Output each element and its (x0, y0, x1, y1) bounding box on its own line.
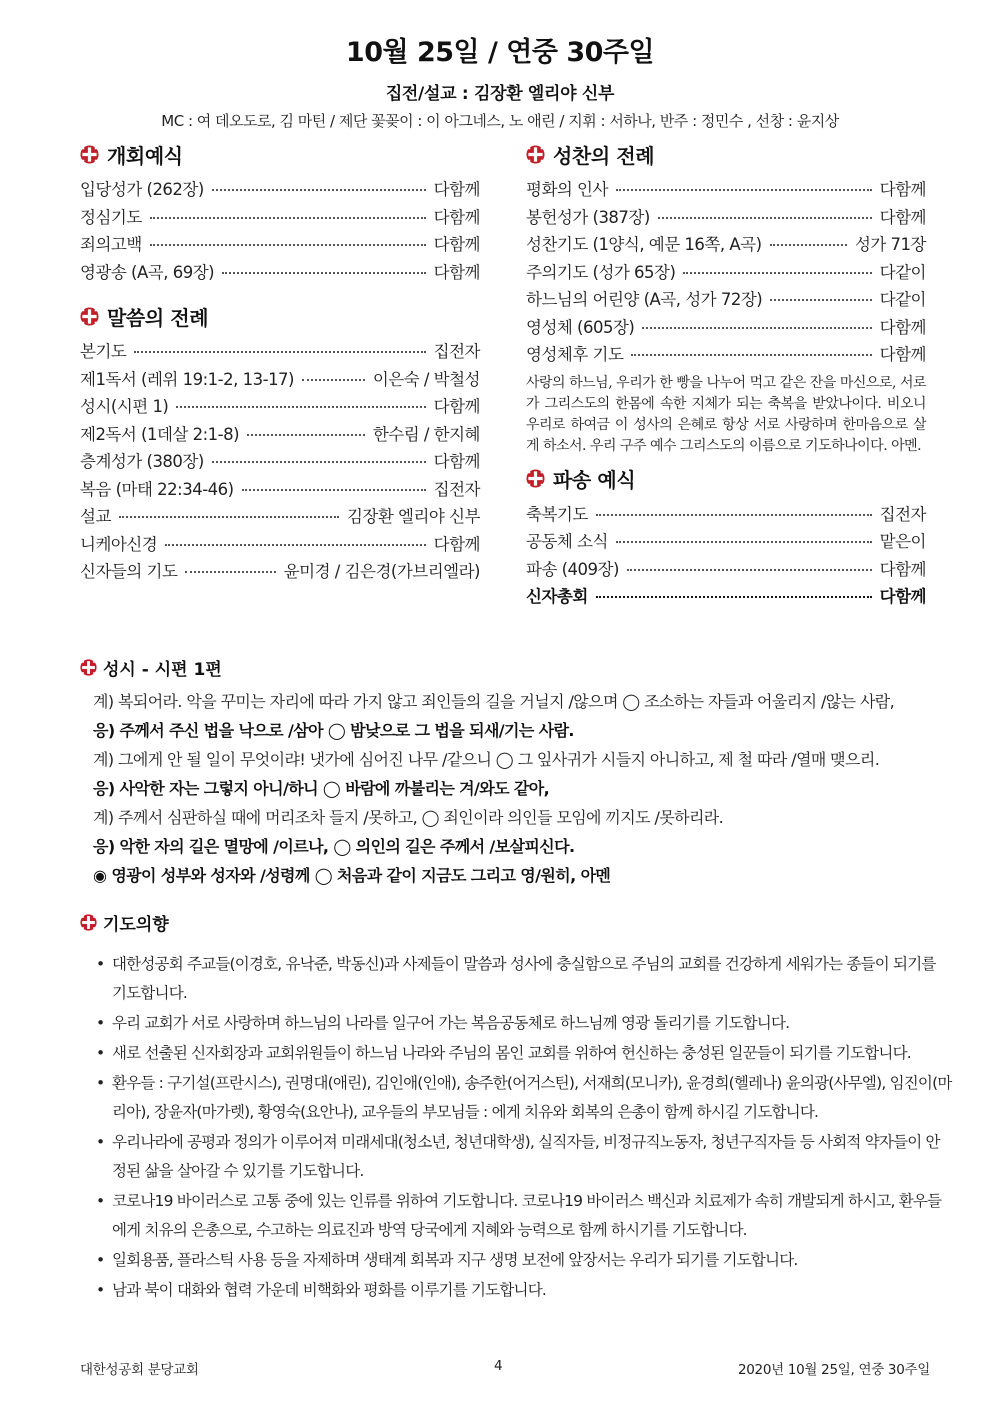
dot-leader (683, 272, 871, 274)
psalm-line-response: 응) 악한 자의 길은 멸망에 /이르나, ◯ 의인의 길은 주께서 /보살피신다. (93, 837, 575, 856)
psalm-section (80, 655, 940, 890)
liturgy-row (526, 528, 926, 556)
psalm-line-gloria: ◉ 영광이 성부와 성자와 /성령께 ◯ 처음과 같이 지금도 그리고 영/원히, 아멘 (93, 866, 611, 885)
intention-item: • 새로 선출된 신자회장과 교회위원들이 하느님 나라와 주님의 몸인 교회를 위하여 헌신하는 충성된 일꾼들이 되기를 기도합니다. (80, 1039, 952, 1068)
item-label: 주의기도 (성가 65장) (526, 262, 676, 282)
psalm-line-response: 응) 주께서 주신 법을 낙으로 /삼아 ◯ 밤낮으로 그 법을 되새/기는 사람. (93, 721, 574, 740)
item-label: 층계성가 (380장) (80, 452, 204, 471)
dot-leader (212, 189, 426, 191)
liturgy-row (80, 176, 480, 204)
section-title: 말씀의 전례 (107, 305, 209, 330)
dot-leader (596, 514, 872, 516)
item-label: 성시(시편 1) (80, 397, 169, 416)
dot-leader (770, 244, 847, 246)
dot-leader (631, 354, 871, 356)
item-label: 영광송 (A곡, 69장) (80, 262, 215, 282)
red-cross-icon (80, 307, 99, 326)
item-label: 제2독서 (1데살 2:1-8) (80, 424, 240, 444)
item-performer: 다함께 (879, 180, 926, 199)
liturgy-row (80, 204, 480, 232)
dot-leader (222, 272, 426, 274)
psalm-heading (80, 655, 940, 679)
item-performer: 집전자 (433, 342, 480, 361)
item-label: 설교 (80, 507, 111, 526)
item-performer: 다함께 (879, 207, 926, 227)
intention-item: • 남과 북이 대화와 협력 가운데 비핵화와 평화를 이루기를 기도합니다. (80, 1276, 952, 1305)
liturgy-row (80, 448, 480, 476)
left-column (80, 138, 480, 586)
liturgy-row (80, 259, 480, 287)
item-performer: 다함께 (433, 235, 480, 254)
post-communion-prayer-text: 사랑의 하느님, 우리가 한 빵을 나누어 먹고 같은 잔을 마신으로, 서로가 그리스도의 한몸에 속한 지체가 되는 축복을 받았나이다. 비오니 우리로 하여금 이 성사의 은혜로 항상 서로 사랑하며 한마음으로 살게 하소서. 우리 구주 예수 그리스도의 이름으로 기도하나이다. 아멘. (526, 374, 926, 454)
gathering-list (80, 176, 480, 286)
page-title: 10월 25일 / 연중 30주일 (345, 37, 655, 68)
item-performer: 다함께 (879, 559, 926, 579)
item-performer: 다함께 (433, 397, 480, 416)
item-label: 영성체 (605장) (526, 317, 635, 337)
item-performer: 다함께 (879, 317, 926, 337)
ministers-line: MC : 여 데오도로, 김 마틴 / 제단 꽃꽂이 : 이 아그네스, 노 애린 / 지휘 : 서하나, 반주 : 정민수 , 선창 : 윤지상 (161, 112, 839, 130)
liturgy-row (80, 231, 480, 259)
item-label: 제1독서 (레위 19:1-2, 13-17) (80, 369, 294, 389)
intention-item: • 환우들 : 구기설(프란시스), 권명대(애린), 김인애(인애), 송주한(어거스틴), 서재희(모니카), 윤경희(헬레나) 윤의광(사무엘), 임진이(마리아), 장윤자(마가렛), 황영숙(요안나), 교우들의 부모님들 : 에게 치유와 회복의 은총이 함께 하시길 기도합니다. (80, 1069, 952, 1127)
section-eucharist-heading (526, 138, 926, 170)
intention-item: • 대한성공회 주교들(이경호, 유낙준, 박동신)과 사제들이 말씀과 성사에 충실함으로 주님의 교회를 건강하게 세워가는 종들이 되기를 기도합니다. (80, 950, 952, 1008)
liturgy-row (80, 366, 480, 394)
liturgy-row (526, 286, 926, 314)
psalm-line-leader: 계) 그에게 안 될 일이 무엇이랴! 냇가에 심어진 나무 /같으니 ◯ 그 잎사귀가 시들지 아니하고, 제 철 따라 /열매 맺으리. (93, 750, 880, 769)
liturgy-row (80, 558, 480, 586)
item-performer: 집전자 (433, 479, 480, 499)
item-performer: 성가 71장 (854, 235, 926, 254)
psalm-line-leader: 계) 복되어라. 악을 꾸미는 자리에 따라 가지 않고 죄인들의 길을 거닐지 /않으며 ◯ 조소하는 자들과 어울리지 /않는 사람, (93, 692, 895, 711)
page-number: 4 (494, 1358, 503, 1374)
item-performer: 다함께 (433, 452, 480, 471)
dot-leader (242, 489, 426, 491)
item-label: 복음 (마태 22:34-46) (80, 479, 234, 499)
bulletin-header (0, 30, 1000, 131)
dot-leader (770, 299, 871, 301)
item-performer: 윤미경 / 김은경(가브리엘라) (283, 562, 480, 581)
intentions-list (80, 950, 952, 1305)
liturgy-row (526, 583, 926, 611)
item-performer: 다함께 (433, 207, 480, 227)
dot-leader (119, 516, 339, 518)
dot-leader (658, 217, 872, 219)
footer-church-name: 대한성공회 분당교회 (80, 1362, 199, 1378)
dot-leader (150, 244, 426, 246)
liturgy-row (80, 503, 480, 531)
item-performer: 다함께 (879, 587, 926, 606)
dot-leader (150, 217, 426, 219)
intention-item: • 일회용품, 플라스틱 사용 등을 자제하며 생태계 회복과 지구 생명 보전에 앞장서는 우리가 되기를 기도합니다. (80, 1246, 952, 1275)
item-label: 파송 (409장) (526, 559, 619, 579)
dot-leader (642, 327, 871, 329)
intentions-heading (80, 910, 952, 934)
dot-leader (134, 351, 425, 353)
eucharist-list (526, 176, 926, 369)
dot-leader (627, 569, 872, 571)
item-label: 신자들의 기도 (80, 562, 178, 581)
dot-leader (247, 434, 365, 436)
item-performer: 다같이 (879, 262, 926, 282)
red-cross-icon (80, 659, 97, 676)
item-label: 축복기도 (526, 504, 588, 524)
item-label: 성찬기도 (1양식, 예문 16쪽, A곡) (526, 235, 762, 254)
liturgy-row (80, 338, 480, 366)
liturgy-row (80, 476, 480, 504)
dot-leader (596, 596, 872, 598)
dot-leader (185, 571, 275, 573)
liturgy-row (526, 259, 926, 287)
liturgy-row (526, 176, 926, 204)
item-performer: 김장환 엘리야 신부 (346, 507, 480, 526)
dot-leader (616, 541, 872, 543)
red-cross-icon (526, 145, 545, 164)
item-performer: 맡은이 (879, 532, 926, 551)
item-performer: 다함께 (433, 534, 480, 554)
liturgy-row (526, 204, 926, 232)
item-performer: 다함께 (433, 262, 480, 282)
item-label: 공동체 소식 (526, 532, 608, 551)
item-label: 신자총회 (526, 587, 588, 606)
item-label: 본기도 (80, 342, 127, 361)
liturgy-row (80, 531, 480, 559)
word-list (80, 338, 480, 586)
red-cross-icon (526, 469, 545, 488)
dot-leader (212, 461, 426, 463)
item-performer: 이은숙 / 박철성 (372, 369, 480, 389)
psalm-lines (80, 687, 940, 890)
item-label: 봉헌성가 (387장) (526, 207, 650, 227)
liturgy-row (526, 501, 926, 529)
intention-item: • 코로나19 바이러스로 고통 중에 있는 인류를 위하여 기도합니다. 코로나19 바이러스 백신과 치료제가 속히 개발되게 하시고, 환우들에게 치유의 은총으로, 수고하는 의료진과 방역 당국에게 지혜와 능력으로 함께 하시기를 기도합니다. (80, 1187, 952, 1245)
intention-item: • 우리나라에 공평과 정의가 이루어져 미래세대(청소년, 청년대학생), 실직자들, 비정규직노동자, 청년구직자들 등 사회적 약자들이 안정된 삶을 살아갈 수 있기를 기도합니다. (80, 1128, 952, 1186)
officiant-line: 집전/설교 : 김장환 엘리야 신부 (385, 84, 615, 104)
dot-leader (616, 189, 872, 191)
liturgy-row (526, 231, 926, 259)
dot-leader (165, 544, 425, 546)
item-label: 입당성가 (262장) (80, 180, 204, 199)
liturgy-row (526, 556, 926, 584)
dismissal-list (526, 501, 926, 611)
item-label: 니케아신경 (80, 534, 158, 554)
intentions-title: 기도의향 (103, 914, 169, 935)
liturgy-row (526, 314, 926, 342)
item-performer: 다같이 (879, 290, 926, 309)
psalm-line-response: 응) 사악한 자는 그렇지 아니/하니 ◯ 바람에 까불리는 겨/와도 같아, (93, 779, 550, 798)
red-cross-icon (80, 145, 99, 164)
item-performer: 다함께 (433, 180, 480, 199)
dot-leader (302, 379, 365, 381)
item-label: 영성체후 기도 (526, 345, 624, 364)
page-footer (80, 1358, 930, 1378)
dot-leader (176, 406, 425, 408)
psalm-title: 성시 - 시편 1편 (103, 659, 222, 680)
section-gathering-heading (80, 138, 480, 170)
item-label: 하느님의 어린양 (A곡, 성가 72장) (526, 290, 763, 309)
intention-item: • 우리 교회가 서로 사랑하며 하느님의 나라를 일구어 가는 복음공동체로 하느님께 영광 돌리기를 기도합니다. (80, 1009, 952, 1038)
item-performer: 한수림 / 한지혜 (372, 424, 480, 444)
liturgy-row (80, 421, 480, 449)
section-title: 파송 예식 (553, 468, 636, 492)
item-label: 평화의 인사 (526, 180, 608, 199)
liturgy-row (526, 341, 926, 369)
item-performer: 다함께 (879, 345, 926, 364)
item-label: 정심기도 (80, 207, 142, 227)
section-dismissal-heading (526, 463, 926, 495)
liturgy-row (80, 393, 480, 421)
red-cross-icon (80, 914, 97, 931)
section-title: 성찬의 전례 (553, 143, 655, 168)
psalm-line-leader: 계) 주께서 심판하실 때에 머리조차 들지 /못하고, ◯ 죄인이라 의인들 모임에 끼지도 /못하리라. (93, 808, 724, 827)
section-title: 개회예식 (107, 143, 183, 168)
footer-date: 2020년 10월 25일, 연중 30주일 (737, 1362, 930, 1378)
item-performer: 집전자 (879, 504, 926, 524)
right-column (526, 138, 926, 611)
prayer-intentions-section (80, 910, 952, 1306)
item-label: 죄의고백 (80, 235, 142, 254)
section-word-heading (80, 300, 480, 332)
